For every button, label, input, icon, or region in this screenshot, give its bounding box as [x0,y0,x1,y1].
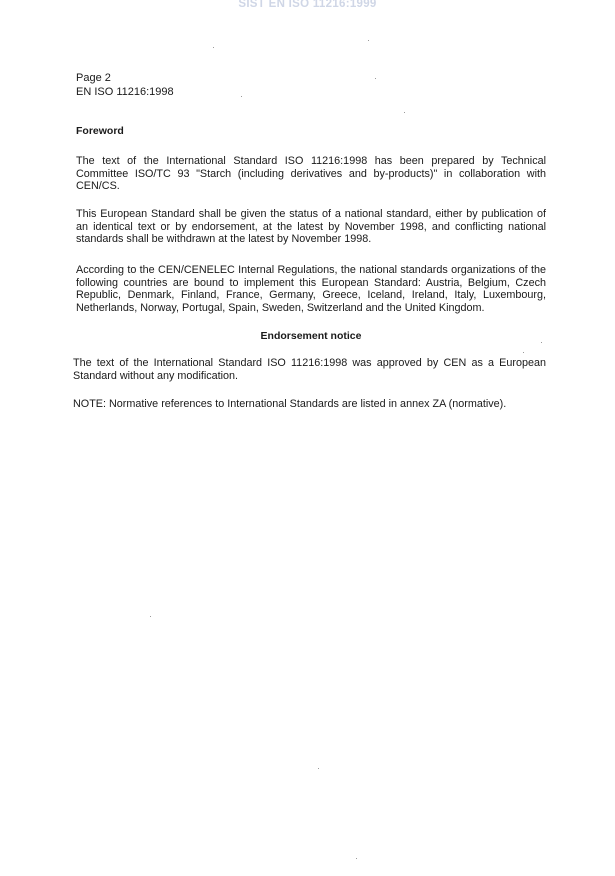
scan-speck [213,47,214,48]
normative-note: NOTE: Normative references to International Standards are listed in annex ZA (normative). [73,398,507,410]
page-number: Page 2 [76,72,111,84]
foreword-paragraph-3: According to the CEN/CENELEC Internal Regulations, the national standards organizations of the following countries are bound to implement this European Standard: Austria, Belgium, Czech Republic, Denmark, Finland, France, Germany, Greece, Iceland, Ireland, Italy, Luxembourg, Netherlands, Norway, Portugal, Spain, Sweden, Switzerland and the United Kingdom. [76,264,546,314]
foreword-heading: Foreword [76,125,124,137]
scan-speck [356,858,357,859]
foreword-paragraph-1: The text of the International Standard ISO 11216:1998 has been prepared by Technical Committee ISO/TC 93 "Starch (including derivatives and by-products)" in collaboration with CEN/CS. [76,155,546,193]
watermark: SIST EN ISO 11216:1999 [238,0,377,10]
standard-number: EN ISO 11216:1998 [76,86,174,98]
endorsement-heading: Endorsement notice [260,330,362,342]
scan-speck [150,616,151,617]
scan-speck [368,40,369,41]
foreword-paragraph-2: This European Standard shall be given the status of a national standard, either by publication of an identical text or by endorsement, at the latest by November 1998, and conflicting national standards shall be withdrawn at the latest by November 1998. [76,208,546,246]
scan-speck [375,78,376,79]
scan-speck [404,112,405,113]
endorsement-paragraph: The text of the International Standard ISO 11216:1998 was approved by CEN as a European Standard without any modification. [73,357,546,382]
scan-speck [318,768,319,769]
scan-speck [523,352,524,353]
scan-speck [541,342,542,343]
scan-speck [241,96,242,97]
page-reference [76,71,174,99]
